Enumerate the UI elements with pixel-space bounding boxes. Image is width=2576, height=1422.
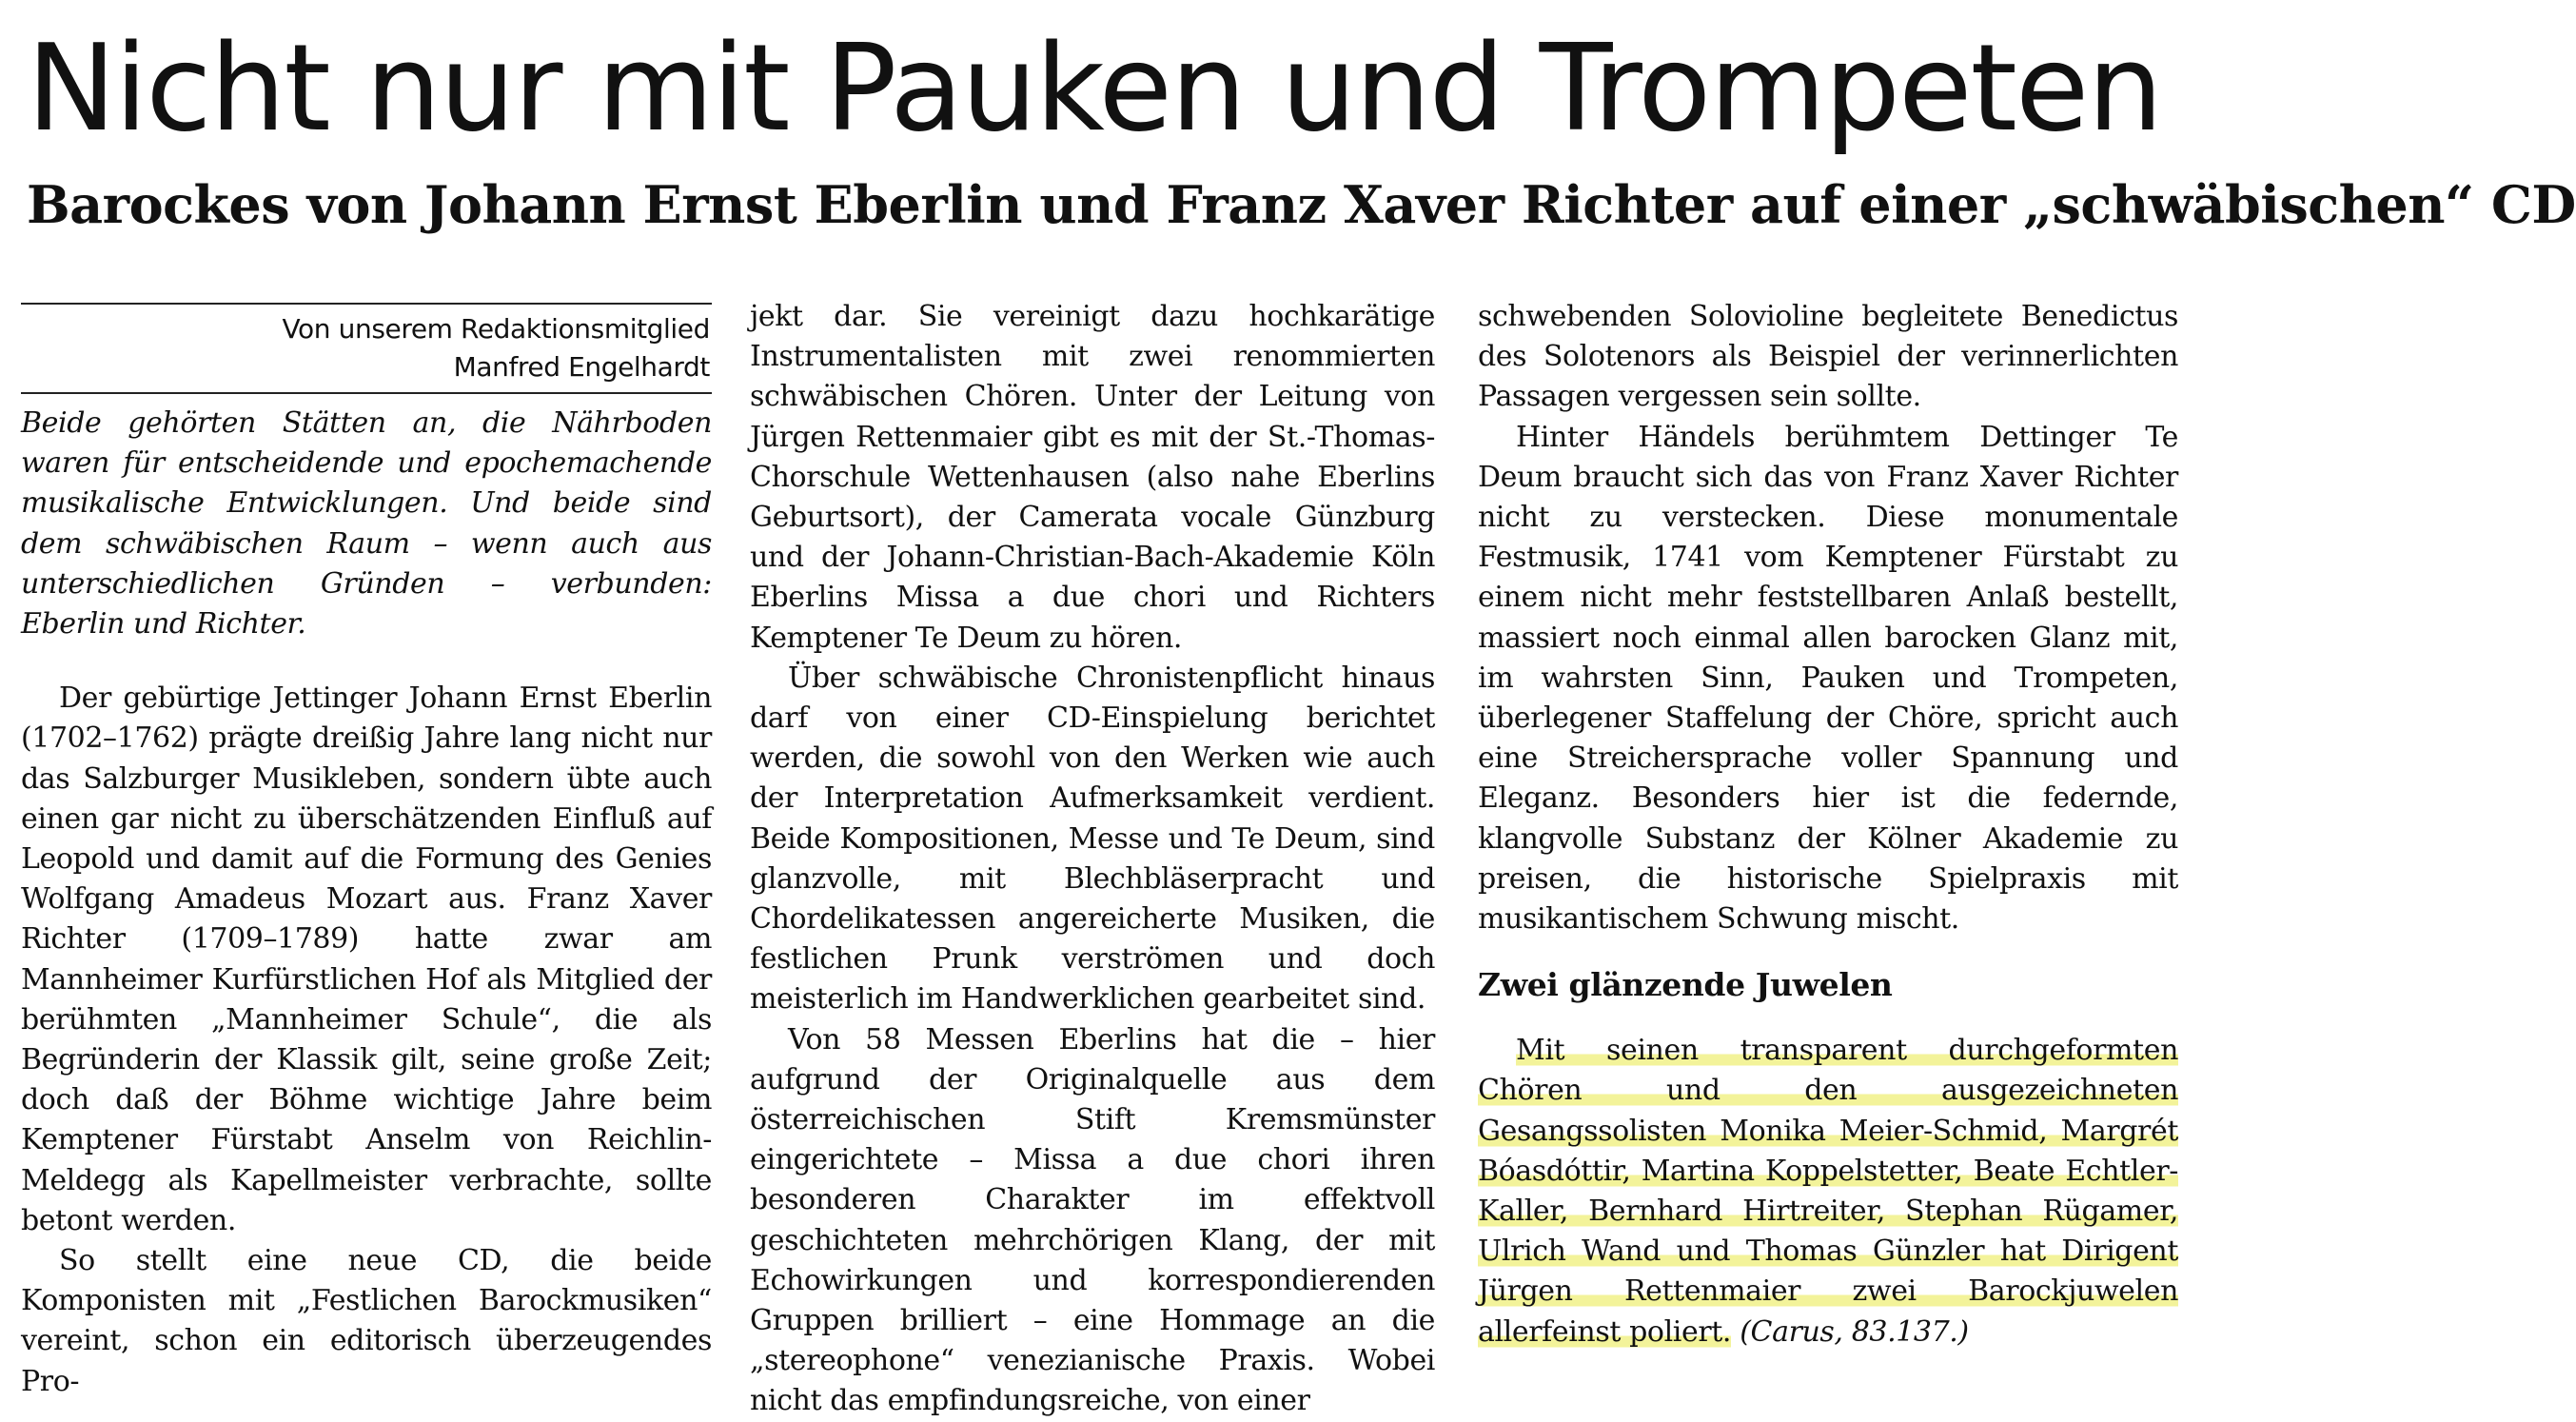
byline-role: Von unserem Redaktionsmitglied (282, 313, 710, 345)
byline (21, 303, 712, 394)
column-2 (750, 297, 1435, 1422)
body-paragraph-1: Der gebürtige Jettinger Johann Ernst Eberlin (1702–1762) prägte dreißig Jahre lang nicht nur das Salzburger Musikleben, sondern übte auch einen gar nicht zu überschätzenden Einfluß auf Leopold und damit auf die Formung des Genies Wolfgang Amadeus Mozart aus. Franz Xaver Richter (1709–1789) hatte zwar am Mannheimer Kurfürstlichen Hof als Mitglied der berühmten „Mannheimer Schule“, die als Begründerin der Klassik gilt, seine große Zeit; doch daß der Böhme wichtige Jahre beim Kemptener Fürstabt Anselm von Reichlin-Meldegg als Kapellmeister verbrachte, sollte betont werden. (21, 681, 712, 1237)
headline: Nicht nur mit Pauken und Trompeten (27, 18, 2162, 158)
byline-author: Manfred Engelhardt (453, 351, 710, 383)
highlighted-text: Mit seinen transparent durchgeformten Chören und den ausgezeichneten Gesangssolisten Monika Meier-Schmid, Margrét Bóasdóttir, Martina Koppelstetter, Beate Echtler-Kaller, Bernhard Hirtreiter, Stephan Rügamer, Ulrich Wand und Thomas Günzler hat Dirigent Jürgen Rettenmaier zwei Barockjuwelen allerfeinst poliert. (1478, 1034, 2178, 1349)
final-paragraph (1478, 1031, 2178, 1353)
body-paragraph-2-part-2: jekt dar. Sie vereinigt dazu hochkarätige Instrumentalisten mit zwei renommierten schwäbischen Chören. Unter der Leitung von Jürgen Rettenmaier gibt es mit der St.-Thomas-Chorschule Wettenhausen (also nahe Eberlins Geburtsort), der Camerata vocale Günzburg und der Johann-Christian-Bach-Akademie Köln Eberlins Missa a due chori und Richters Kemptener Te Deum zu hören. (750, 300, 1435, 655)
citation: (Carus, 83.137.) (1740, 1314, 1969, 1349)
body-paragraph-2-part-1: So stellt eine neue CD, die beide Komponisten mit „Festlichen Barockmusiken“ vereint, schon ein editorisch überzeugendes Pro- (21, 1244, 712, 1398)
column-3 (1478, 297, 2178, 1353)
body-paragraph-4-part-2: schwebenden Solovioline begleitete Benedictus des Solotenors als Beispiel der verinnerlichten Passagen vergessen sein sollte. (1478, 300, 2178, 414)
lead-paragraph: Beide gehörten Stätten an, die Nährboden waren für entscheidende und epochemachende musikalische Entwicklungen. Und beide sind dem schwäbischen Raum – wenn auch aus unterschiedlichen Gründen – verbunden: Eberlin und Richter. (21, 406, 712, 642)
body-paragraph-4-part-1: Von 58 Messen Eberlins hat die – hier aufgrund der Originalquelle aus dem österreichischen Stift Kremsmünster eingerichtete – Missa a due chori ihren besonderen Charakter im effektvoll geschichteten mehrchörigen Klang, der mit Echowirkungen und korrespondierenden Gruppen brilliert – eine Hommage an die „stereophone“ venezianische Praxis. Wobei nicht das empfindungsreiche, von einer (750, 1022, 1435, 1418)
body-paragraph-5: Hinter Händels berühmtem Dettinger Te Deum braucht sich das von Franz Xaver Richter nicht zu verstecken. Diese monumentale Festmusik, 1741 vom Kemptener Fürstabt zu einem nicht mehr feststellbaren Anlaß bestellt, massiert noch einmal allen barocken Glanz mit, im wahrsten Sinn, Pauken und Trompeten, überlegener Staffelung der Chöre, spricht auch eine Streichersprache voller Spannung und Eleganz. Besonders hier ist die federnde, klangvolle Substanz der Kölner Akademie zu preisen, die historische Spielpraxis mit musikantischem Schwung mischt. (1478, 420, 2178, 937)
column-1 (21, 303, 712, 1402)
section-heading: Zwei glänzende Juwelen (1478, 966, 1893, 1004)
subheadline: Barockes von Johann Ernst Eberlin und Franz Xaver Richter auf einer „schwäbischen“ CD (27, 174, 2576, 235)
body-paragraph-3: Über schwäbische Chronistenpflicht hinaus darf von einer CD-Einspielung berichtet werden, die sowohl von den Werken wie auch der Interpretation Aufmerksamkeit verdient. Beide Kompositionen, Messe und Te Deum, sind glanzvolle, mit Blechbläserpracht und Chordelikatessen angereicherte Musiken, die festlichen Prunk verströmen und doch meisterlich im Handwerklichen gearbeitet sind. (750, 661, 1435, 1017)
